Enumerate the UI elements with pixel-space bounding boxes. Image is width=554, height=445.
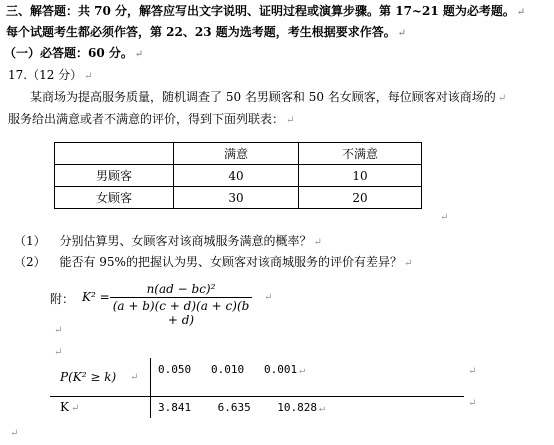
table-row-label: 女顾客 xyxy=(55,187,174,209)
reference-table-rule xyxy=(50,396,464,397)
problem-text-line1: 某商场为提高服务质量，随机调查了 50 名男顾客和 50 名女顾客，每位顾客对该商场的 ↵ xyxy=(30,90,507,104)
formula-numerator: n(ad − bc)² xyxy=(146,282,216,296)
paragraph-mark: ↵ xyxy=(264,292,273,303)
problem-number: 17.（12 分） ↵ xyxy=(8,68,93,82)
paragraph-mark: ↵ xyxy=(54,347,63,358)
paragraph-mark: ↵ xyxy=(468,366,477,377)
section-header-line1: 三、解答题：共 70 分，解答应写出文字说明、证明过程或演算步骤。第 17~21 题为必考题。 ↵ xyxy=(6,4,526,18)
table-cell: 10 xyxy=(299,165,422,187)
table-header-cell xyxy=(55,143,174,165)
reference-row2-label: K ↵ xyxy=(60,400,80,414)
reference-row1-label: P(K² ≥ k) xyxy=(60,370,117,384)
paragraph-mark: ↵ xyxy=(10,428,19,439)
question-2: （2） 能否有 95%的把握认为男、女顾客对该商城服务的评价有差异？ ↵ xyxy=(14,255,413,269)
section-header-line2: 每个试题考生都必须作答，第 22、23 题为选考题，考生根据要求作答。 ↵ xyxy=(6,25,407,39)
table-header-cell: 不满意 xyxy=(299,143,422,165)
table-cell: 30 xyxy=(174,187,299,209)
table-row xyxy=(55,165,422,187)
paragraph-mark: ↵ xyxy=(440,212,449,223)
problem-text-line2: 服务给出满意或者不满意的评价，得到下面列联表： ↵ xyxy=(8,112,295,126)
reference-table-divider xyxy=(150,358,151,418)
formula-lhs: K² = xyxy=(82,290,110,304)
reference-row2-values: 3.841 6.635 10.828 ↵ xyxy=(158,401,325,414)
table-row-label: 男顾客 xyxy=(55,165,174,187)
question-1: （1） 分别估算男、女顾客对该商城服务满意的概率？ ↵ xyxy=(14,234,322,248)
table-header-row xyxy=(55,143,422,165)
contingency-table xyxy=(54,142,422,209)
paragraph-mark: ↵ xyxy=(54,325,63,336)
paragraph-mark: ↵ xyxy=(468,398,477,409)
table-cell: 20 xyxy=(299,187,422,209)
paragraph-mark: ↵ xyxy=(130,372,139,383)
table-header-cell: 满意 xyxy=(174,143,299,165)
reference-row1-values: 0.050 0.010 0.001 ↵ xyxy=(158,363,306,376)
table-cell: 40 xyxy=(174,165,299,187)
formula-fraction xyxy=(110,282,252,327)
required-part-label: （一）必答题：60 分。 ↵ xyxy=(4,46,144,60)
formula-prefix: 附： xyxy=(50,292,75,306)
table-row xyxy=(55,187,422,209)
formula-denominator: (a + b)(c + d)(a + c)(b + d) xyxy=(112,299,250,327)
